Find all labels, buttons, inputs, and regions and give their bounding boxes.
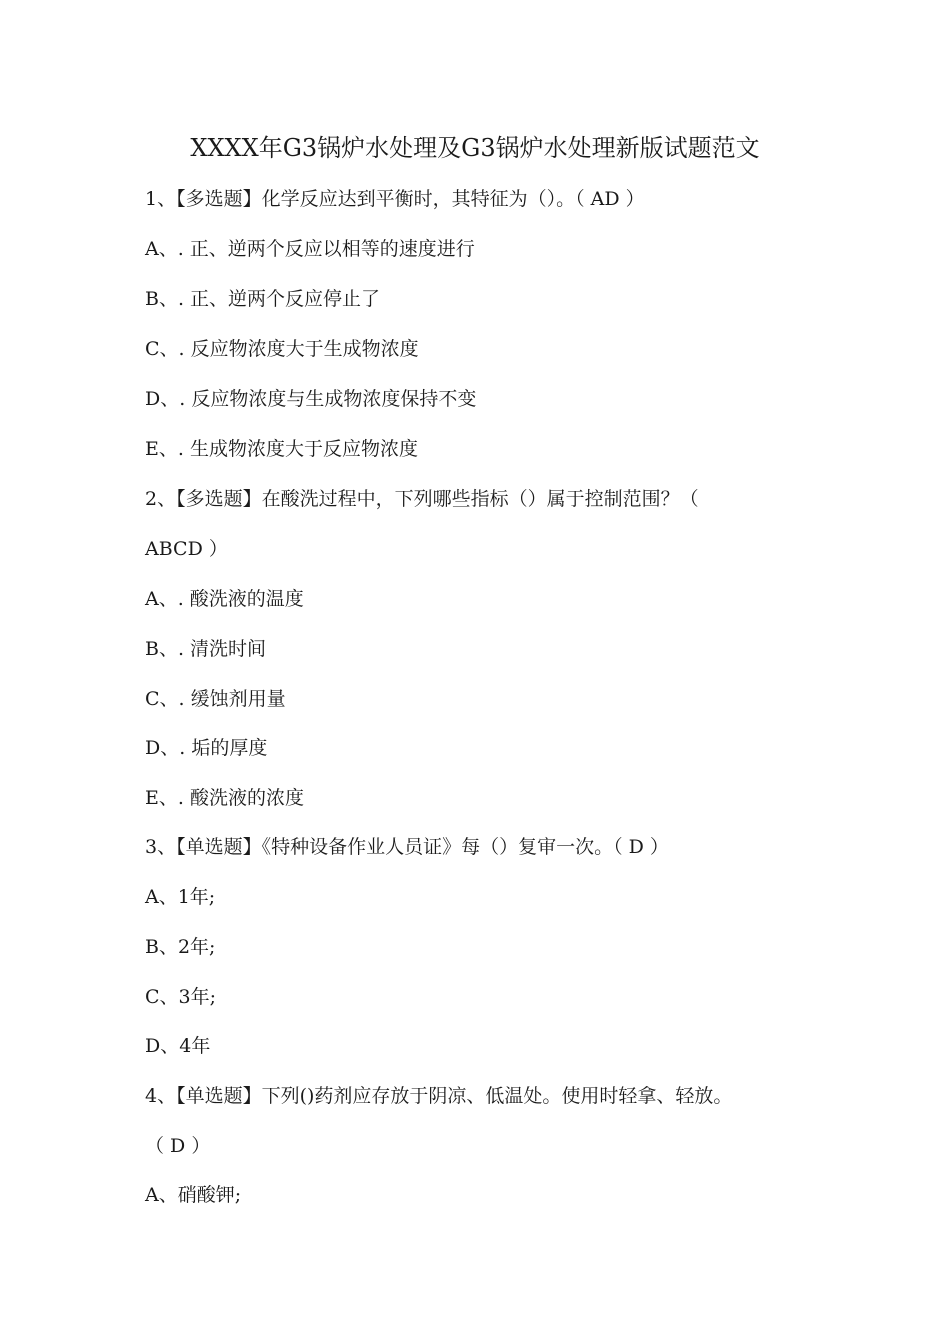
- question-3-option-d: D、4年: [145, 1035, 211, 1057]
- question-1-option-b: B、. 正、逆两个反应停止了: [145, 288, 381, 310]
- question-2-option-d: D、. 垢的厚度: [145, 737, 268, 759]
- question-3-stem: 3、【单选题】《特种设备作业人员证》每（）复审一次。（ D ）: [145, 836, 669, 858]
- question-1-option-e: E、. 生成物浓度大于反应物浓度: [145, 438, 418, 460]
- question-2-option-b: B、. 清洗时间: [145, 638, 267, 660]
- question-2-option-a: A、. 酸洗液的温度: [145, 588, 304, 610]
- question-4-answer: （ D ）: [145, 1135, 211, 1157]
- question-2-option-e: E、. 酸洗液的浓度: [145, 787, 304, 809]
- document-title: XXXX年G3锅炉水处理及G3锅炉水处理新版试题范文: [190, 134, 760, 162]
- question-3-option-a: A、1年;: [145, 886, 216, 908]
- question-2-option-c: C、. 缓蚀剂用量: [145, 688, 286, 710]
- question-3-option-b: B、2年;: [145, 936, 216, 958]
- question-1-option-c: C、. 反应物浓度大于生成物浓度: [145, 338, 419, 360]
- question-2-stem: 2、【多选题】在酸洗过程中，下列哪些指标（）属于控制范围？（: [145, 488, 699, 510]
- question-4-option-a: A、硝酸钾;: [145, 1184, 242, 1206]
- question-2-answer: ABCD ）: [145, 538, 228, 560]
- question-1-option-a: A、. 正、逆两个反应以相等的速度进行: [145, 238, 475, 260]
- question-1-stem: 1、【多选题】化学反应达到平衡时，其特征为（）。（ AD ）: [145, 188, 645, 210]
- question-1-option-d: D、. 反应物浓度与生成物浓度保持不变: [145, 388, 477, 410]
- question-3-option-c: C、3年;: [145, 986, 217, 1008]
- question-4-stem: 4、【单选题】下列()药剂应存放于阴凉、低温处。使用时轻拿、轻放。: [145, 1085, 733, 1107]
